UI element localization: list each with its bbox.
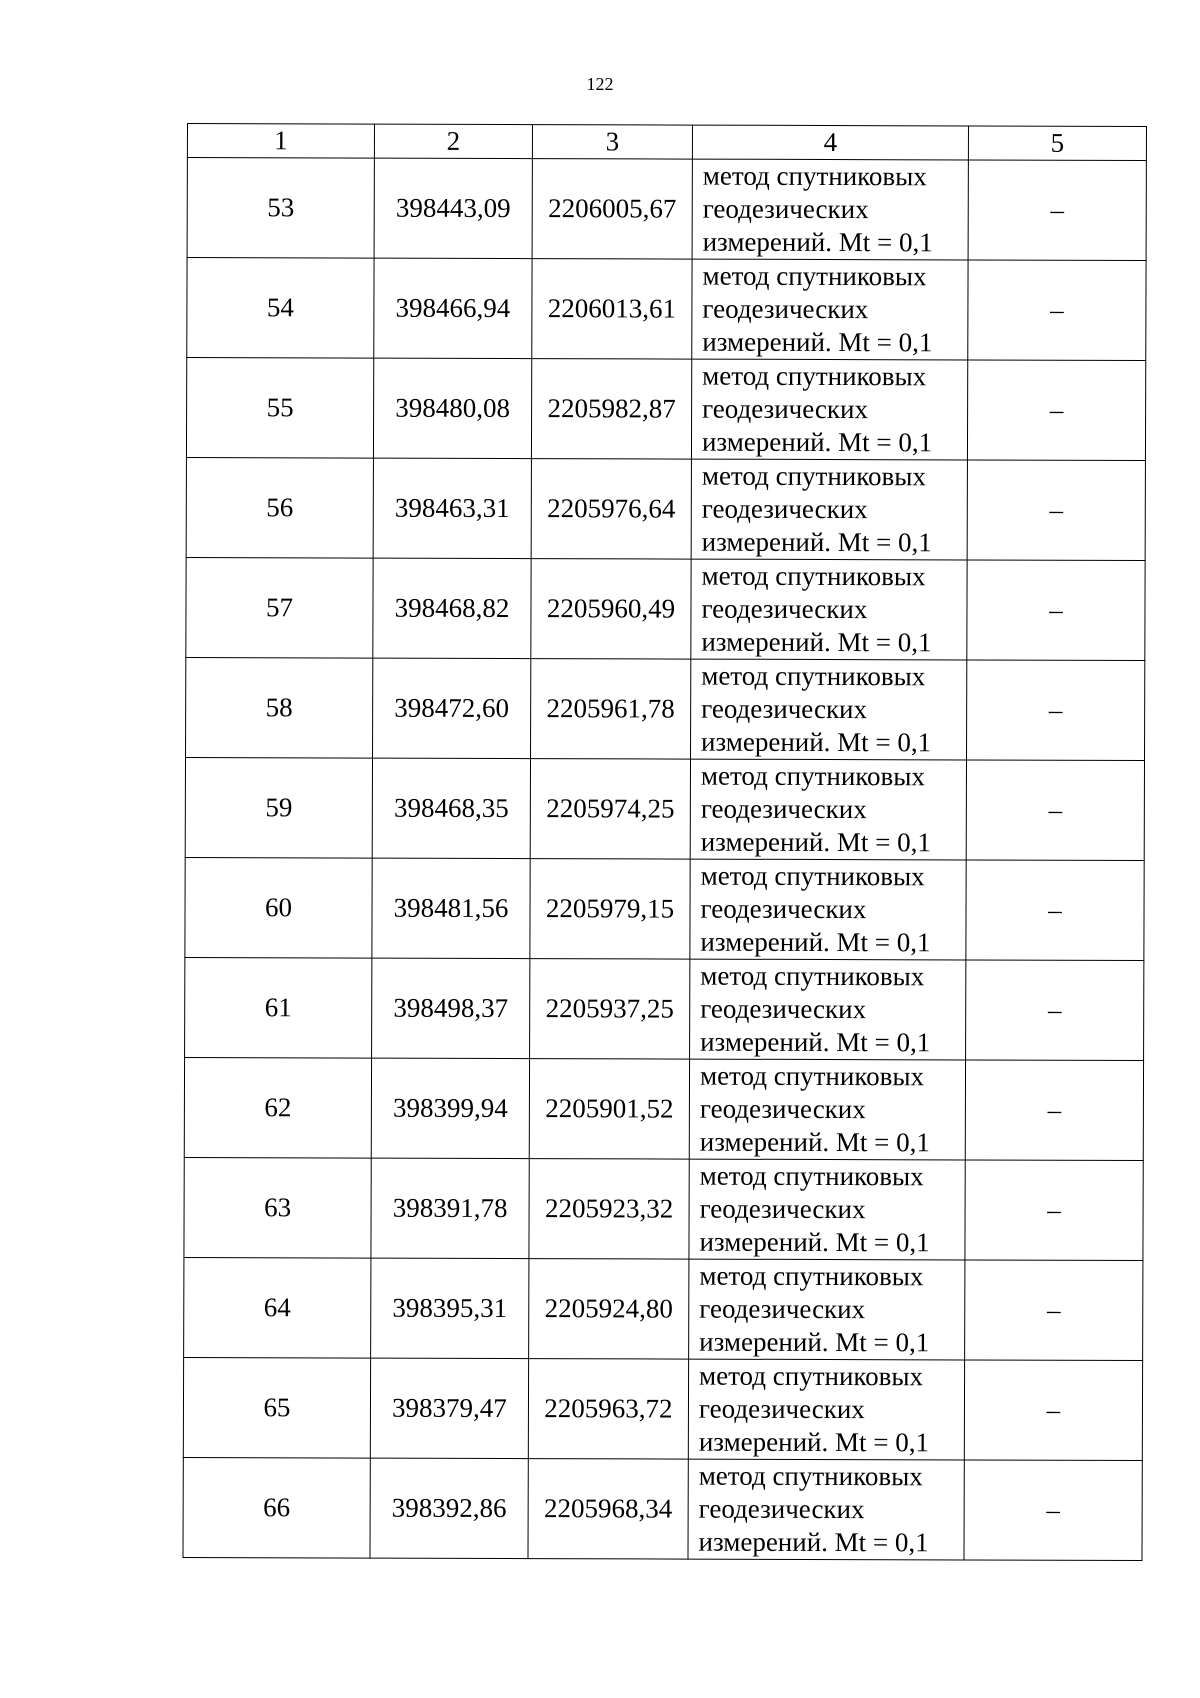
- method-line: геодезических: [698, 1393, 865, 1425]
- coordinate-x: 398463,31: [373, 458, 531, 558]
- method-line: метод спутниковых: [702, 260, 927, 292]
- table-row: [184, 1257, 1143, 1360]
- method-line: метод спутниковых: [700, 960, 925, 992]
- method-line: геодезических: [702, 193, 869, 225]
- point-number: 56: [186, 457, 373, 558]
- method-description: [691, 659, 967, 760]
- coordinate-y: 2205923,32: [529, 1159, 689, 1260]
- coordinate-x: 398466,94: [374, 258, 532, 358]
- method-line: геодезических: [699, 1093, 866, 1125]
- note-dash: –: [968, 260, 1146, 361]
- coordinate-y: 2205963,72: [528, 1359, 688, 1460]
- method-line: геодезических: [702, 293, 869, 325]
- method-line: метод спутниковых: [698, 1460, 923, 1492]
- method-description: [692, 259, 968, 360]
- note-dash: –: [968, 160, 1146, 261]
- method-line: измерений. Mt = 0,1: [702, 326, 933, 358]
- method-description: [689, 1159, 965, 1260]
- coordinate-y: 2205960,49: [531, 559, 691, 660]
- column-header-4: 4: [692, 125, 968, 160]
- method-line: измерений. Mt = 0,1: [699, 1226, 930, 1258]
- method-line: измерений. Mt = 0,1: [700, 1026, 931, 1058]
- method-line: измерений. Mt = 0,1: [702, 226, 933, 258]
- page-number: 122: [586, 74, 614, 94]
- method-line: геодезических: [699, 1193, 866, 1225]
- method-description: [689, 1059, 965, 1160]
- method-line: метод спутниковых: [699, 1160, 924, 1192]
- table-header-row: [187, 124, 1146, 161]
- note-dash: –: [964, 1360, 1142, 1461]
- method-line: метод спутниковых: [701, 660, 926, 692]
- table-row: [183, 1357, 1142, 1460]
- coordinate-x: 398395,31: [371, 1258, 529, 1358]
- point-number: 61: [185, 957, 372, 1058]
- method-line: измерений. Mt = 0,1: [700, 826, 931, 858]
- coordinate-y: 2205968,34: [528, 1459, 688, 1560]
- method-line: метод спутниковых: [699, 1260, 924, 1292]
- method-line: метод спутниковых: [701, 560, 926, 592]
- coordinate-x: 398481,56: [372, 858, 530, 958]
- coordinate-x: 398472,60: [373, 658, 531, 758]
- method-line: метод спутниковых: [700, 760, 925, 792]
- point-number: 54: [187, 258, 374, 359]
- method-line: геодезических: [701, 593, 868, 625]
- method-description: [690, 859, 966, 960]
- note-dash: –: [967, 360, 1145, 461]
- method-line: метод спутниковых: [702, 360, 927, 392]
- method-line: геодезических: [700, 893, 867, 925]
- method-description: [691, 459, 967, 560]
- coordinate-y: 2205961,78: [531, 659, 691, 760]
- coordinate-x: 398480,08: [373, 358, 531, 458]
- method-line: измерений. Mt = 0,1: [698, 1526, 929, 1558]
- table-row: [186, 557, 1145, 660]
- table-body: [183, 158, 1146, 1561]
- method-line: измерений. Mt = 0,1: [701, 426, 933, 458]
- note-dash: –: [965, 1260, 1143, 1361]
- note-dash: –: [966, 960, 1144, 1061]
- table-row: [186, 358, 1145, 461]
- coordinate-y: 2206005,67: [532, 159, 692, 260]
- coordinate-y: 2205937,25: [530, 959, 690, 1060]
- note-dash: –: [965, 1060, 1143, 1161]
- table-row: [186, 457, 1145, 560]
- coordinate-x: 398379,47: [370, 1358, 528, 1458]
- method-description: [689, 1259, 965, 1360]
- point-number: 53: [187, 158, 374, 259]
- method-line: измерений. Mt = 0,1: [698, 1426, 930, 1458]
- point-number: 59: [185, 757, 372, 858]
- point-number: 58: [186, 657, 373, 758]
- method-line: измерений. Mt = 0,1: [700, 926, 931, 958]
- coordinate-x: 398399,94: [371, 1058, 529, 1158]
- coordinate-x: 398498,37: [372, 958, 530, 1058]
- column-header-3: 3: [532, 125, 692, 160]
- method-description: [692, 159, 968, 260]
- coordinate-y: 2205924,80: [529, 1259, 689, 1360]
- coordinate-y: 2205901,52: [529, 1059, 689, 1160]
- column-header-1: 1: [187, 124, 374, 159]
- method-description: [691, 559, 967, 660]
- coordinate-x: 398392,86: [370, 1458, 528, 1558]
- table-row: [187, 158, 1146, 261]
- table-row: [187, 258, 1146, 361]
- column-header-2: 2: [374, 124, 532, 158]
- coordinate-x: 398391,78: [371, 1158, 529, 1258]
- coordinates-table: [182, 123, 1147, 1561]
- table-row: [184, 1157, 1143, 1260]
- coordinate-x: 398468,35: [372, 758, 530, 858]
- point-number: 57: [186, 557, 373, 658]
- coordinate-y: 2205976,64: [531, 459, 691, 560]
- method-line: геодезических: [701, 693, 868, 725]
- table-row: [185, 957, 1144, 1060]
- table-row: [183, 1457, 1142, 1560]
- method-line: геодезических: [700, 993, 867, 1025]
- point-number: 66: [183, 1457, 370, 1558]
- note-dash: –: [967, 560, 1145, 661]
- coordinate-x: 398443,09: [374, 158, 532, 258]
- method-line: измерений. Mt = 0,1: [699, 1326, 930, 1358]
- method-description: [690, 959, 966, 1060]
- method-line: геодезических: [702, 393, 869, 425]
- point-number: 62: [184, 1057, 371, 1158]
- point-number: 55: [186, 358, 373, 459]
- method-description: [690, 759, 966, 860]
- coordinate-y: 2205982,87: [531, 359, 691, 460]
- method-line: измерений. Mt = 0,1: [701, 726, 932, 758]
- table-row: [186, 657, 1145, 760]
- note-dash: –: [965, 1160, 1143, 1261]
- note-dash: –: [967, 460, 1145, 561]
- method-line: геодезических: [699, 1293, 866, 1325]
- method-line: геодезических: [701, 493, 868, 525]
- method-description: [688, 1359, 964, 1460]
- table-row: [184, 1057, 1143, 1160]
- method-line: измерений. Mt = 0,1: [699, 1126, 930, 1158]
- point-number: 63: [184, 1157, 371, 1258]
- method-line: метод спутниковых: [700, 860, 925, 892]
- method-line: метод спутниковых: [699, 1360, 924, 1392]
- method-description: [691, 359, 967, 460]
- coordinate-y: 2205974,25: [530, 759, 690, 860]
- method-line: геодезических: [698, 1493, 865, 1525]
- method-description: [688, 1459, 964, 1560]
- note-dash: –: [966, 860, 1144, 961]
- table-row: [185, 857, 1144, 960]
- coordinate-x: 398468,82: [373, 558, 531, 658]
- note-dash: –: [964, 1460, 1142, 1561]
- point-number: 65: [183, 1357, 370, 1458]
- method-line: геодезических: [700, 793, 867, 825]
- method-line: метод спутниковых: [701, 460, 926, 492]
- point-number: 60: [185, 857, 372, 958]
- note-dash: –: [966, 760, 1144, 861]
- method-line: измерений. Mt = 0,1: [701, 626, 932, 658]
- method-line: измерений. Mt = 0,1: [701, 526, 932, 558]
- coordinate-y: 2205979,15: [530, 859, 690, 960]
- column-header-5: 5: [968, 126, 1146, 161]
- table-row: [185, 757, 1144, 860]
- coordinate-y: 2206013,61: [532, 259, 692, 360]
- method-line: метод спутниковых: [702, 160, 927, 192]
- note-dash: –: [967, 660, 1145, 761]
- point-number: 64: [184, 1257, 371, 1358]
- method-line: метод спутниковых: [699, 1060, 925, 1092]
